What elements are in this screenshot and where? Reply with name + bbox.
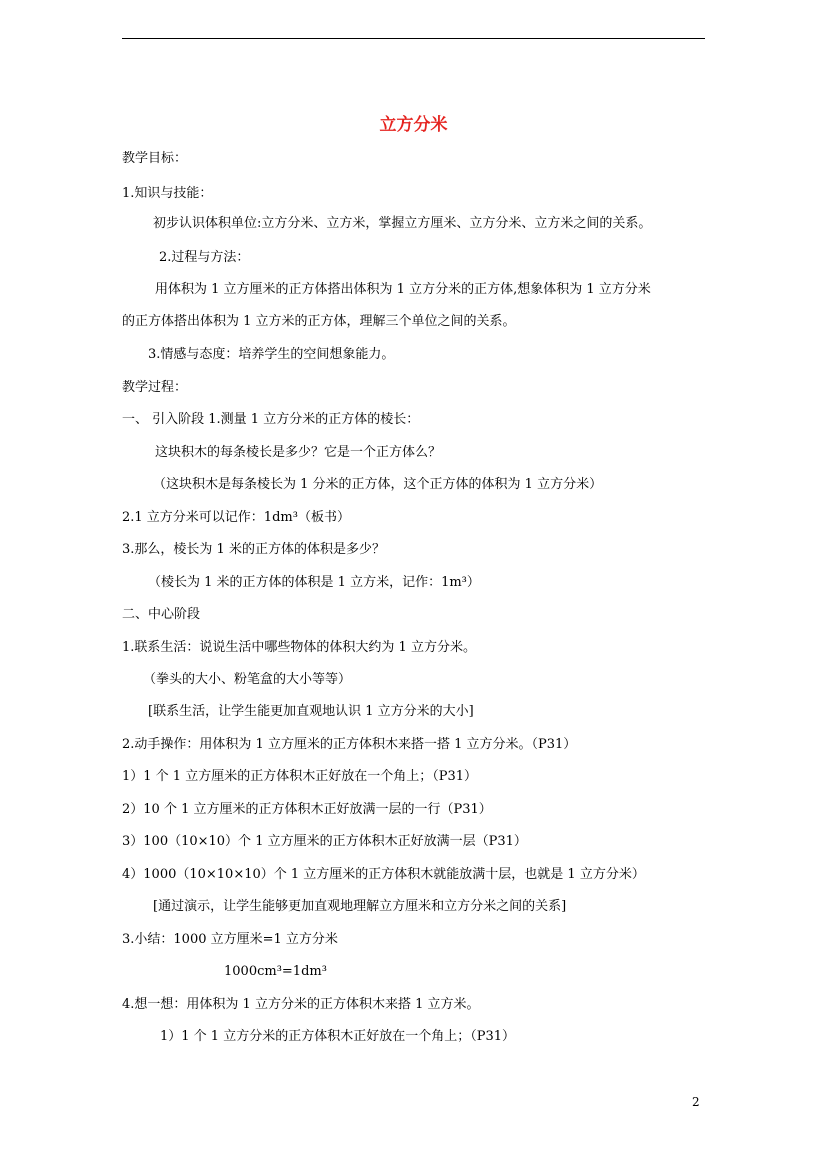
think-heading: 4.想一想：用体积为 1 立方分米的正方体积木来搭 1 立方米。	[122, 997, 480, 1012]
hands-on-step-2: 2）10 个 1 立方厘米的正方体积木正好放满一层的一行（P31）	[122, 802, 492, 817]
life-connection: 1.联系生活：说说生活中哪些物体的体积大约为 1 立方分米。	[122, 640, 476, 655]
page-number: 2	[692, 1095, 700, 1109]
life-examples: （拳头的大小、粉笔盒的大小等等）	[143, 672, 352, 687]
objective-knowledge-heading: 1.知识与技能：	[122, 186, 213, 201]
hands-on-step-1: 1）1 个 1 立方厘米的正方体积木正好放在一个角上；（P31）	[122, 769, 477, 784]
objective-process-heading: 2.过程与方法：	[159, 250, 250, 265]
hands-on-heading: 2.动手操作：用体积为 1 立方厘米的正方体积木来搭一搭 1 立方分米。（P31）	[122, 737, 577, 752]
intro-question: 这块积木的每条棱长是多少？它是一个正方体么？	[155, 445, 442, 460]
objective-process-text-cont: 的正方体搭出体积为 1 立方米的正方体，理解三个单位之间的关系。	[122, 314, 516, 329]
think-step-1: 1）1 个 1 立方分米的正方体积木正好放在一个角上；（P31）	[160, 1029, 515, 1044]
objective-knowledge-text: 初步认识体积单位:立方分米、立方米，掌握立方厘米、立方分米、立方米之间的关系。	[153, 216, 652, 231]
section-heading-objectives: 教学目标：	[122, 151, 188, 166]
life-note: [联系生活，让学生能更加直观地认识 1 立方分米的大小]	[148, 704, 474, 719]
demo-note: [通过演示，让学生能够更加直观地理解立方厘米和立方分米之间的关系]	[153, 899, 567, 914]
intro-answer: （这块积木是每条棱长为 1 分米的正方体，这个正方体的体积为 1 立方分米）	[153, 477, 603, 492]
objective-attitude: 3.情感与态度：培养学生的空间想象能力。	[148, 347, 395, 362]
hands-on-step-4: 4）1000（10×10×10）个 1 立方厘米的正方体积木就能放满十层，也就是 1 立方分米）	[122, 867, 645, 882]
hands-on-step-3: 3）100（10×10）个 1 立方厘米的正方体积木正好放满一层（P31）	[122, 834, 527, 849]
intro-stage-heading: 一、 引入阶段 1.测量 1 立方分米的正方体的棱长：	[122, 412, 420, 427]
central-stage-heading: 二、中心阶段	[122, 607, 201, 622]
summary-heading: 3.小结：1000 立方厘米=1 立方分米	[122, 932, 338, 947]
question-m3: 3.那么，棱长为 1 米的正方体的体积是多少？	[122, 542, 385, 557]
notation-dm3: 2.1 立方分米可以记作：1dm³（板书）	[122, 510, 350, 525]
section-heading-process: 教学过程：	[122, 380, 188, 395]
objective-process-text: 用体积为 1 立方厘米的正方体搭出体积为 1 立方分米的正方体,想象体积为 1 立方分米	[155, 282, 651, 297]
page-title: 立方分米	[379, 115, 448, 135]
summary-formula: 1000cm³=1dm³	[224, 964, 327, 979]
header-rule	[122, 38, 705, 39]
answer-m3: （棱长为 1 米的正方体的体积是 1 立方米，记作：1m³）	[148, 575, 480, 590]
